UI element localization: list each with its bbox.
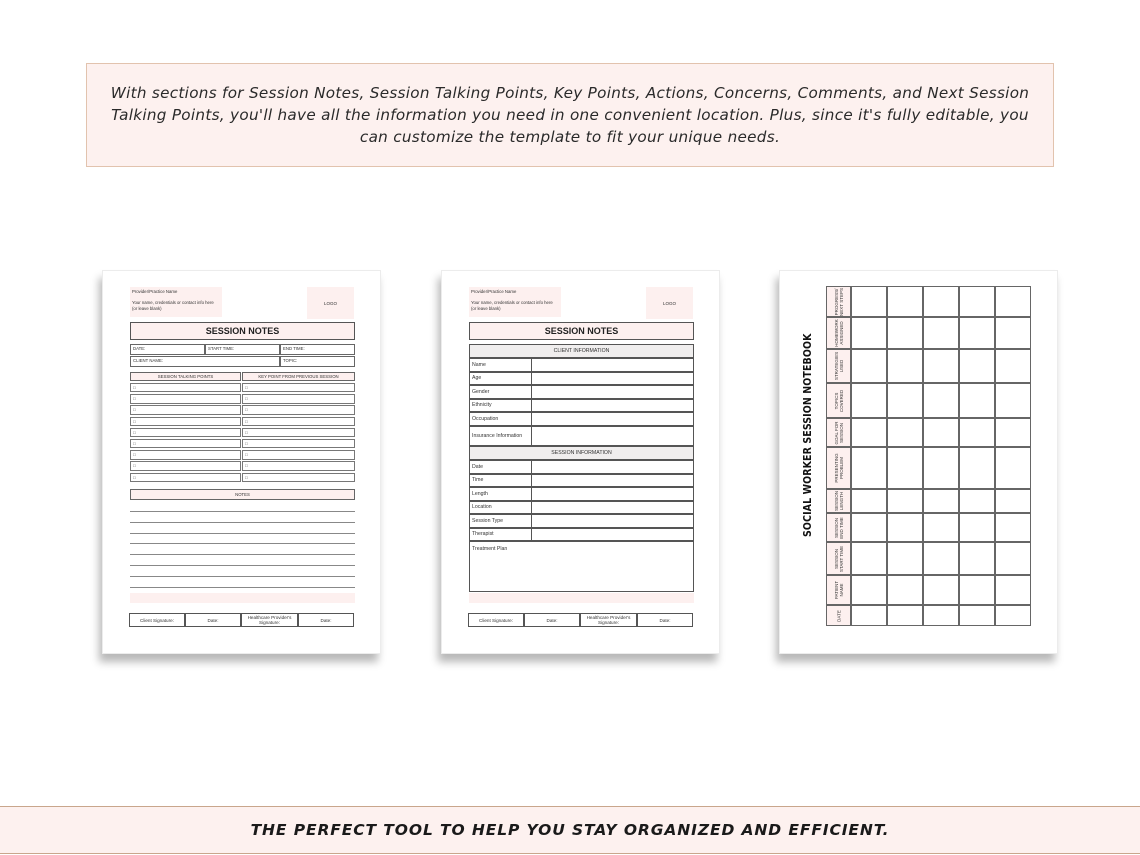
client-field-row	[469, 358, 694, 372]
grid-column-label	[826, 447, 851, 489]
grid-cell	[959, 542, 995, 575]
grid-cell	[923, 349, 959, 383]
client-field-row	[469, 385, 694, 399]
grid-cell	[995, 447, 1031, 489]
grid-column-label	[826, 286, 851, 317]
intro-text: With sections for Session Notes, Session Talking Points, Key Points, Actions, Concerns, Comments, and Next Session Talking Points, you'll have all the information you need in one convenient location. Plus, since it's fully editable, you can customize the template to fit your unique needs.	[110, 84, 1030, 146]
key-point-row: □	[242, 428, 355, 437]
grid-column-label	[826, 575, 851, 605]
grid-cell	[995, 513, 1031, 542]
grid-column-label-text: PRESENTING PROBLEM	[833, 453, 844, 483]
client-field-label: Occupation	[472, 415, 499, 422]
field-divider	[531, 488, 532, 500]
grid-column-label	[826, 317, 851, 349]
grid-column-label	[826, 349, 851, 383]
client-info-header: CLIENT INFORMATION	[469, 344, 694, 358]
grid-cell	[851, 383, 887, 418]
grid-cell	[995, 575, 1031, 605]
client-field-label: Gender	[472, 388, 490, 395]
grid-cell	[887, 513, 923, 542]
grid-cell	[959, 489, 995, 513]
signature-date: Date:	[185, 613, 241, 627]
grid-cell	[923, 542, 959, 575]
pink-band	[469, 593, 694, 603]
session-field-label: Session Type	[472, 517, 504, 524]
provider-date: Date:	[298, 613, 354, 627]
grid-cell	[995, 317, 1031, 349]
note-line	[130, 522, 355, 523]
field-divider	[531, 400, 532, 412]
grid-cell	[923, 489, 959, 513]
session-field-row	[469, 460, 694, 474]
client-field-label: Name	[472, 361, 486, 368]
start-time-field: START TIME:	[205, 344, 280, 355]
grid-cell	[851, 418, 887, 447]
session-field-label: Length	[472, 490, 488, 497]
client-field-label: Insurance Information	[472, 432, 523, 439]
logo-placeholder: LOGO	[646, 287, 693, 319]
grid-column-label-text: PROGRESS/ NEXT STEPS	[833, 287, 844, 316]
client-field-row	[469, 412, 694, 426]
treatment-plan-box	[469, 541, 694, 592]
grid-cell	[887, 447, 923, 489]
client-field-label: Age	[472, 375, 482, 382]
key-point-row: □	[242, 405, 355, 414]
grid-cell	[923, 513, 959, 542]
grid-cell	[887, 489, 923, 513]
provider-signature: Healthcare Provider's Signature:	[580, 613, 637, 627]
provider-desc: Your name, credentials or contact info here (or leave blank)	[471, 300, 553, 311]
field-divider	[531, 373, 532, 385]
grid-column-label-text: SESSION START TIME	[833, 545, 844, 572]
grid-column-label	[826, 605, 851, 626]
talking-point-row: □	[130, 428, 241, 437]
field-divider	[531, 461, 532, 473]
session-field-row	[469, 501, 694, 515]
talking-point-row: □	[130, 461, 241, 470]
grid-cell	[887, 317, 923, 349]
provider-box	[130, 287, 222, 317]
grid-column-label-text: PATIENT NAME	[833, 580, 844, 600]
key-point-row: □	[242, 461, 355, 470]
note-line	[130, 587, 355, 588]
talking-point-row: □	[130, 417, 241, 426]
grid-cell	[995, 605, 1031, 626]
grid-cell	[995, 383, 1031, 418]
grid-cell	[851, 575, 887, 605]
key-point-row: □	[242, 417, 355, 426]
field-divider	[531, 386, 532, 398]
talking-points-header: SESSION TALKING POINTS	[130, 372, 241, 381]
client-field-label: Ethnicity	[472, 402, 492, 409]
grid-cell	[959, 317, 995, 349]
grid-cell	[887, 418, 923, 447]
grid-column-label-text: DATE	[836, 609, 841, 622]
talking-point-row: □	[130, 383, 241, 392]
field-divider	[531, 427, 532, 445]
client-field-row	[469, 399, 694, 413]
notes-header: NOTES	[130, 489, 355, 500]
grid-cell	[995, 542, 1031, 575]
note-line	[130, 576, 355, 577]
client-signature: Client Signature:	[468, 613, 524, 627]
grid-cell	[959, 447, 995, 489]
key-point-row: □	[242, 394, 355, 403]
provider-date: Date:	[637, 613, 693, 627]
grid-cell	[887, 605, 923, 626]
note-line	[130, 554, 355, 555]
grid-column-label	[826, 418, 851, 447]
session-field-label: Time	[472, 477, 484, 484]
session-field-label: Date	[472, 463, 483, 470]
provider-signature: Healthcare Provider's Signature:	[241, 613, 298, 627]
provider-name: Provider/Practice Name	[132, 289, 178, 294]
intro-box	[86, 63, 1054, 167]
provider-name: Provider/Practice Name	[471, 289, 517, 294]
provider-desc: Your name, credentials or contact info here (or leave blank)	[132, 300, 214, 311]
grid-column-label-text: SESSION LENGTH	[833, 491, 844, 512]
session-info-header: SESSION INFORMATION	[469, 446, 694, 460]
session-field-row	[469, 514, 694, 528]
session-field-row	[469, 528, 694, 542]
footer-banner	[0, 806, 1140, 854]
grid-cell	[887, 349, 923, 383]
client-field-row	[469, 426, 694, 446]
grid-cell	[887, 575, 923, 605]
note-line	[130, 543, 355, 544]
session-field-row	[469, 474, 694, 488]
grid-column-label-text: STRATEGIES USED	[833, 351, 844, 381]
grid-column-label-text: SESSION END TIME	[833, 516, 844, 539]
page-title: SESSION NOTES	[130, 322, 355, 340]
grid-cell	[959, 286, 995, 317]
logo-placeholder: LOGO	[307, 287, 354, 319]
key-point-row: □	[242, 473, 355, 482]
talking-point-row: □	[130, 473, 241, 482]
grid-cell	[851, 349, 887, 383]
field-divider	[531, 529, 532, 541]
grid-cell	[959, 605, 995, 626]
grid-cell	[959, 418, 995, 447]
provider-box	[469, 287, 561, 317]
grid-cell	[923, 286, 959, 317]
grid-cell	[851, 542, 887, 575]
session-notes-page	[102, 270, 381, 654]
grid-column-label-text: TOPICS COVERED	[833, 389, 844, 412]
grid-column-label	[826, 383, 851, 418]
grid-cell	[995, 418, 1031, 447]
grid-cell	[851, 605, 887, 626]
end-time-field: END TIME:	[280, 344, 355, 355]
grid-column-label	[826, 489, 851, 513]
page-title: SESSION NOTES	[469, 322, 694, 340]
grid-column-label	[826, 513, 851, 542]
grid-cell	[923, 447, 959, 489]
grid-cell	[923, 575, 959, 605]
topic-field: TOPIC:	[280, 356, 355, 367]
grid-cell	[959, 575, 995, 605]
grid-cell	[851, 489, 887, 513]
session-field-label: Location	[472, 504, 492, 511]
talking-point-row: □	[130, 405, 241, 414]
grid-cell	[923, 383, 959, 418]
grid-cell	[851, 317, 887, 349]
note-line	[130, 565, 355, 566]
field-divider	[531, 475, 532, 487]
client-name-field: CLIENT NAME:	[130, 356, 280, 367]
key-point-row: □	[242, 383, 355, 392]
note-line	[130, 533, 355, 534]
key-point-row: □	[242, 450, 355, 459]
signature-date: Date:	[524, 613, 580, 627]
client-signature: Client Signature:	[129, 613, 185, 627]
field-divider	[531, 359, 532, 371]
grid-cell	[887, 383, 923, 418]
field-divider	[531, 515, 532, 527]
grid-column-label-text: HOMEWORK ASSIGNED	[833, 319, 844, 347]
grid-cell	[959, 513, 995, 542]
key-point-header: KEY POINT FROM PREVIOUS SESSION	[242, 372, 355, 381]
notes-pink-band	[130, 593, 355, 603]
grid-cell	[923, 418, 959, 447]
grid-column-label-text: GOAL FOR SESSION	[833, 420, 844, 445]
notebook-title: SOCIAL WORKER SESSION NOTEBOOK	[802, 333, 814, 537]
grid-cell	[923, 605, 959, 626]
grid-cell	[851, 447, 887, 489]
field-divider	[531, 502, 532, 514]
grid-cell	[923, 317, 959, 349]
grid-cell	[959, 383, 995, 418]
footer-text: THE PERFECT TOOL TO HELP YOU STAY ORGANIZED AND EFFICIENT.	[250, 821, 890, 839]
field-divider	[531, 413, 532, 425]
notebook-grid-page	[779, 270, 1058, 654]
grid-cell	[959, 349, 995, 383]
date-field: DATE:	[130, 344, 205, 355]
client-info-page	[441, 270, 720, 654]
talking-point-row: □	[130, 450, 241, 459]
session-field-label: Therapist	[472, 531, 494, 538]
note-line	[130, 511, 355, 512]
grid-cell	[995, 349, 1031, 383]
grid-cell	[995, 286, 1031, 317]
grid-cell	[995, 489, 1031, 513]
client-field-row	[469, 372, 694, 386]
session-field-row	[469, 487, 694, 501]
talking-point-row: □	[130, 439, 241, 448]
grid-cell	[851, 513, 887, 542]
treatment-plan-label: Treatment Plan	[472, 546, 508, 552]
grid-cell	[887, 542, 923, 575]
talking-point-row: □	[130, 394, 241, 403]
key-point-row: □	[242, 439, 355, 448]
grid-cell	[887, 286, 923, 317]
grid-column-label	[826, 542, 851, 575]
grid-cell	[851, 286, 887, 317]
